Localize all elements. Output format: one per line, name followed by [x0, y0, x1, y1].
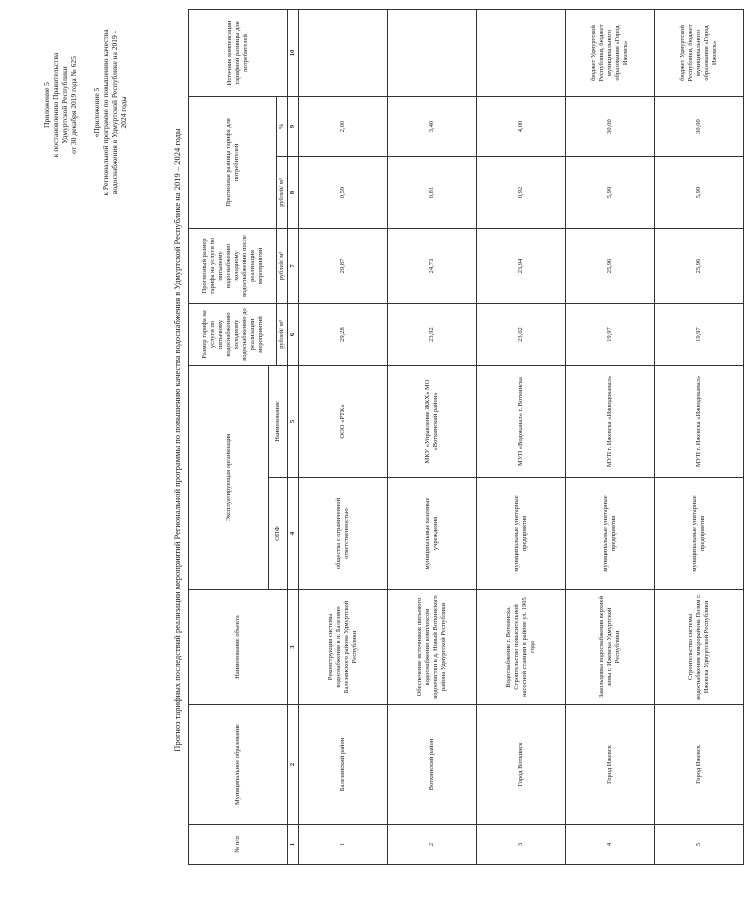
- header-opf: ОПФ: [269, 478, 288, 590]
- cell-diff-rub: 0,81: [388, 157, 477, 229]
- column-number: 8: [288, 157, 299, 229]
- appendix-header-line: Удмуртской Республики: [60, 66, 69, 144]
- column-number: 1: [288, 825, 299, 865]
- cell-municipality: Воткинский район: [388, 705, 477, 825]
- cell-object: Водоснабжение г. Воткинска. Строительство повысительной насосной станции в районе ул. 1905 года: [477, 590, 566, 705]
- cell-source: бюджет Удмуртской Республики, бюджет муниципального образования «Город Ижевск»: [566, 10, 655, 97]
- cell-diff-pct: 3,40: [388, 97, 477, 157]
- cell-object: Обеспечение источников питьевого водоснабжения комплексом водоочистки в д. Новый Воткинского района Удмуртской Республики: [388, 590, 477, 705]
- cell-object: Реконструкция системы водоснабжения в п. Балезино Балезинского района Удмуртской Республики: [299, 590, 388, 705]
- header-tariff-forecast: Прогнозный размер тарифа на услуги по питьевому водоснабжению холодному водоснабжению после реализации мероприятий: [189, 229, 277, 304]
- header-source: Источник компенсации тарифной разницы для потребителей: [189, 10, 288, 97]
- cell-no: 1: [299, 825, 388, 865]
- cell-no: 2: [388, 825, 477, 865]
- program-header: [92, 0, 128, 225]
- cell-source: [299, 10, 388, 97]
- cell-diff-pct: 30,00: [566, 97, 655, 157]
- cell-tariff-current: 23,02: [477, 304, 566, 366]
- cell-tariff-current: 29,28: [299, 304, 388, 366]
- cell-no: 4: [566, 825, 655, 865]
- cell-municipality: Город Ижевск: [655, 705, 744, 825]
- unit-diff-pct: %: [277, 97, 288, 157]
- column-number: 6: [288, 304, 299, 366]
- cell-org-name: ООО «РТК»: [299, 366, 388, 478]
- cell-municipality: Город Ижевск: [566, 705, 655, 825]
- cell-no: 3: [477, 825, 566, 865]
- cell-object: Строительство системы водоснабжения микрорайона Позим г. Ижевска Удмуртской Республики: [655, 590, 744, 705]
- cell-tariff-forecast: 23,94: [477, 229, 566, 304]
- column-number: 2: [288, 705, 299, 825]
- unit-tariff-forecast: рублей/ м³: [277, 229, 288, 304]
- column-number: 5: [288, 366, 299, 478]
- cell-opf: муниципальные казенные учреждения: [388, 478, 477, 590]
- cell-org-name: МКУ «Управление ЖКХ» МО «Воткинский район»: [388, 366, 477, 478]
- cell-source: [477, 10, 566, 97]
- table-row: [477, 10, 566, 865]
- cell-source: [388, 10, 477, 97]
- cell-diff-rub: 5,99: [655, 157, 744, 229]
- program-header-line: к Региональной программе по повышению качества: [101, 29, 110, 196]
- table-row: [388, 10, 477, 865]
- cell-opf: муниципальные унитарные предприятия: [566, 478, 655, 590]
- cell-source: бюджет Удмуртской Республики, бюджет муниципального образования «Город Ижевск»: [655, 10, 744, 97]
- header-org-group: Эксплуатирующая организация: [189, 366, 269, 590]
- cell-org-name: МУП г. Ижевска «Ижводоканал»: [655, 366, 744, 478]
- header-tariff-current: Размер тарифа на услуги по питьевому водоснабжению холодному водоснабжению до реализации мероприятий: [189, 304, 277, 366]
- cell-tariff-current: 19,97: [655, 304, 744, 366]
- document-title: Прогноз тарифных последствий реализации мероприятий Региональной программы по повышению качества водоснабжения в Удмуртской Республике на 2019 – 2024 годы: [172, 128, 182, 752]
- column-number: 4: [288, 478, 299, 590]
- cell-object: Закольцовка водоснабжения верхней зоны г. Ижевска Удмуртской Республики: [566, 590, 655, 705]
- header-org-name: Наименование: [269, 366, 288, 478]
- cell-diff-rub: 0,92: [477, 157, 566, 229]
- cell-tariff-forecast: 25,96: [566, 229, 655, 304]
- tariff-forecast-table: [188, 9, 744, 865]
- column-number: 7: [288, 229, 299, 304]
- cell-no: 5: [655, 825, 744, 865]
- column-number: 9: [288, 97, 299, 157]
- cell-diff-rub: 0,59: [299, 157, 388, 229]
- column-number: 10: [288, 10, 299, 97]
- cell-tariff-forecast: 29,87: [299, 229, 388, 304]
- cell-opf: муниципальные унитарные предприятия: [477, 478, 566, 590]
- table-row: [299, 10, 388, 865]
- cell-diff-rub: 5,99: [566, 157, 655, 229]
- program-header-line: 2024 годы: [119, 96, 128, 129]
- header-no: № п/п: [189, 825, 288, 865]
- appendix-header-line: к постановлению Правительства: [51, 52, 60, 158]
- cell-diff-pct: 2,00: [299, 97, 388, 157]
- header-object: Наименование объекта: [189, 590, 288, 705]
- cell-municipality: Балезинский район: [299, 705, 388, 825]
- column-number: 3: [288, 590, 299, 705]
- cell-municipality: Город Воткинск: [477, 705, 566, 825]
- table-row: [566, 10, 655, 865]
- cell-tariff-forecast: 25,96: [655, 229, 744, 304]
- unit-tariff-current: рублей/ м³: [277, 304, 288, 366]
- appendix-header-line: от 30 декабря 2019 года № 625: [69, 56, 78, 154]
- appendix-header-line: Приложение 5: [42, 82, 51, 128]
- cell-org-name: МУП «Водоканал» г. Воткинска: [477, 366, 566, 478]
- cell-diff-pct: 30,00: [655, 97, 744, 157]
- column-number-row: [288, 10, 299, 865]
- appendix-header: [42, 5, 78, 205]
- program-header-line: «Приложение 5: [92, 87, 101, 138]
- cell-org-name: МУП г. Ижевска «Ижводоканал»: [566, 366, 655, 478]
- program-header-line: водоснабжения в Удмуртской Республике на 2019 -: [110, 30, 119, 195]
- header-municipality: Муниципальное образование: [189, 705, 288, 825]
- table-row: [655, 10, 744, 865]
- cell-tariff-forecast: 24,73: [388, 229, 477, 304]
- unit-diff-rub: рублей/ м³: [277, 157, 288, 229]
- cell-tariff-current: 23,92: [388, 304, 477, 366]
- cell-tariff-current: 19,97: [566, 304, 655, 366]
- cell-opf: муниципальные унитарные предприятия: [655, 478, 744, 590]
- cell-diff-pct: 4,00: [477, 97, 566, 157]
- header-tariff-diff: Прогнозная разница тарифа для потребителей: [189, 97, 277, 229]
- cell-opf: общества с ограниченной ответственностью: [299, 478, 388, 590]
